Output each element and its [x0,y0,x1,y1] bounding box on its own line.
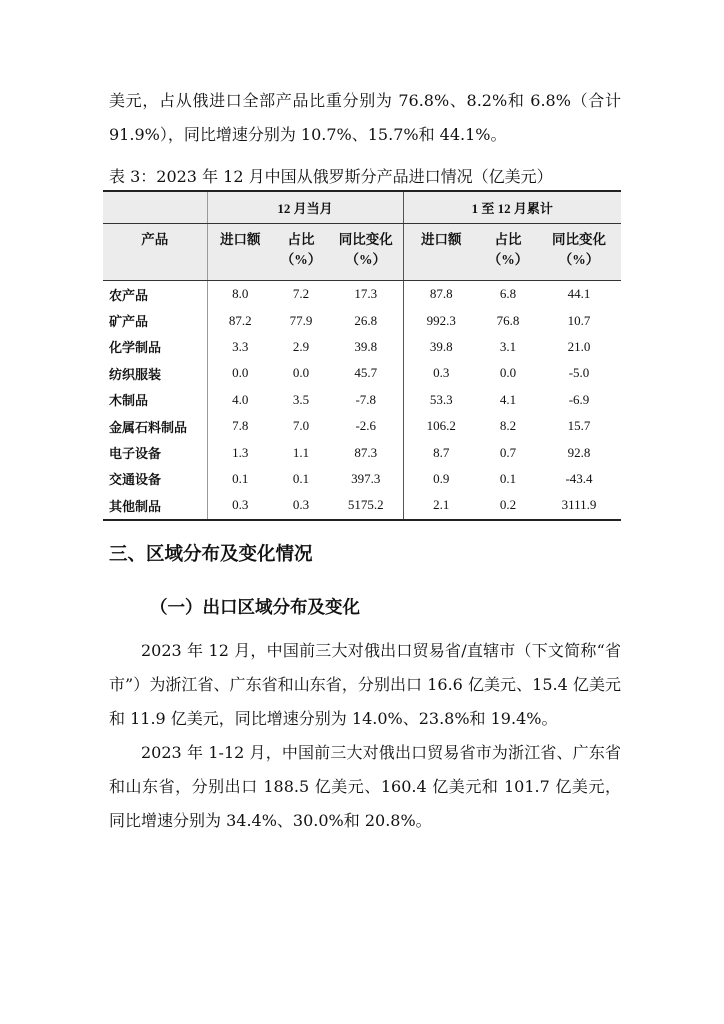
col-cum-yoy: 同比变化 （%） [537,224,621,281]
cell-product: 木制品 [109,393,149,409]
table-row [103,492,621,519]
cell-cum-yoy: -6.9 [568,391,590,407]
table-row [103,413,621,439]
cell-month-yoy: 26.8 [354,312,378,328]
intro-paragraph: 美元，占从俄进口全部产品比重分别为 76.8%、8.2%和 6.8%（合计 91.9%），同比增速分别为 10.7%、15.7%和 44.1%。 [109,91,621,144]
cell-month-share: 0.1 [292,470,310,486]
cell-product: 金属石料制品 [109,419,188,435]
cell-product: 交通设备 [109,472,162,488]
cell-month-share: 1.1 [292,444,310,460]
cell-product: 化学制品 [109,340,162,356]
cell-month-yoy: 87.3 [354,444,378,460]
cell-cum-share: 3.1 [499,338,517,354]
cell-cum-yoy: -5.0 [568,365,590,381]
cell-cum-share: 0.2 [479,492,537,519]
cell-month-share: 77.9 [289,312,313,328]
col-month-import: 进口额 [207,224,273,281]
group-empty-cell [103,191,207,224]
group-cumulative-header: 1 至 12 月累计 [403,191,621,224]
cell-month-share: 0.0 [292,365,310,381]
cell-month-share: 7.0 [292,418,310,434]
cell-cum-yoy: 10.7 [567,312,591,328]
table-row [103,466,621,492]
col-cum-import: 进口额 [403,224,479,281]
cell-month-share: 0.3 [273,492,329,519]
cell-month-share: 3.5 [292,391,310,407]
cell-cum-import: 8.7 [403,439,479,465]
subsection-heading: （一）出口区域分布及变化 [150,598,360,618]
table-row [103,281,621,308]
section-heading: 三、区域分布及变化情况 [109,544,313,565]
cell-cum-share: 76.8 [496,312,520,328]
col-month-yoy: 同比变化 （%） [329,224,403,281]
cell-month-import: 0.0 [207,360,273,386]
table-row [103,360,621,386]
body-paragraph-1: 2023 年 12 月，中国前三大对俄出口贸易省/直辖市（下文简称“省市”）为浙江省、广东省和山东省，分别出口 16.6 亿美元、15.4 亿美元和 11.9 亿美元，同比增速分别为 14.0%、23.8%和 19.4%。 [109,641,621,728]
table-row [103,334,621,360]
body-paragraph-2: 2023 年 1-12 月，中国前三大对俄出口贸易省市为浙江省、广东省和山东省，分别出口 188.5 亿美元、160.4 亿美元和 101.7 亿美元，同比增速分别为 34.4%、30.0%和 20.8%。 [109,743,621,830]
cell-cum-import: 39.8 [403,334,479,360]
cell-cum-import: 2.1 [403,492,479,519]
cell-cum-yoy: 21.0 [567,338,591,354]
cell-month-share: 2.9 [292,338,310,354]
cell-month-import: 1.3 [207,439,273,465]
cell-month-import: 4.0 [207,387,273,413]
table-row [103,387,621,413]
cell-cum-import: 53.3 [403,387,479,413]
cell-product: 电子设备 [109,446,162,462]
cell-cum-yoy: -43.4 [565,470,593,486]
cell-product: 矿产品 [109,314,149,330]
table-group-header [103,191,621,224]
cell-month-import: 0.1 [207,466,273,492]
table-row [103,307,621,333]
cell-month-yoy: 17.3 [354,286,378,302]
cell-cum-import: 87.8 [403,281,479,308]
cell-cum-yoy: 92.8 [567,444,591,460]
cell-month-import: 87.2 [207,307,273,333]
col-product: 产品 [103,224,207,281]
cell-cum-share: 6.8 [499,286,517,302]
cell-cum-share: 0.7 [499,444,517,460]
cell-cum-import: 992.3 [403,307,479,333]
cell-month-import: 7.8 [207,413,273,439]
cell-cum-yoy: 15.7 [567,418,591,434]
cell-cum-yoy: 3111.9 [537,492,621,519]
cell-month-yoy: 397.3 [351,470,381,486]
cell-cum-import: 0.9 [403,466,479,492]
cell-cum-yoy: 44.1 [567,286,591,302]
table-column-header [103,224,621,281]
col-month-share: 占比 （%） [273,224,329,281]
cell-month-import: 3.3 [207,334,273,360]
cell-cum-share: 8.2 [499,418,517,434]
cell-cum-share: 0.1 [499,470,517,486]
cell-product: 纺织服装 [109,366,162,382]
table-body [103,281,621,520]
cell-month-yoy: 39.8 [354,338,378,354]
cell-month-yoy: -7.8 [355,391,377,407]
cell-month-share: 7.2 [292,286,310,302]
group-month-header: 12 月当月 [207,191,403,224]
cell-month-yoy: 5175.2 [329,492,403,519]
col-cum-share: 占比 （%） [479,224,537,281]
cell-cum-import: 106.2 [403,413,479,439]
cell-month-yoy: 45.7 [354,365,378,381]
cell-cum-share: 4.1 [499,391,517,407]
cell-product: 农产品 [109,287,149,303]
import-table [103,190,621,521]
table-caption: 表 3：2023 年 12 月中国从俄罗斯分产品进口情况（亿美元） [109,167,553,186]
cell-month-import: 0.3 [207,492,273,519]
table-row [103,439,621,465]
cell-month-import: 8.0 [207,281,273,308]
cell-cum-import: 0.3 [403,360,479,386]
cell-cum-share: 0.0 [499,365,517,381]
cell-month-yoy: -2.6 [355,418,377,434]
cell-product: 其他制品 [103,492,207,519]
